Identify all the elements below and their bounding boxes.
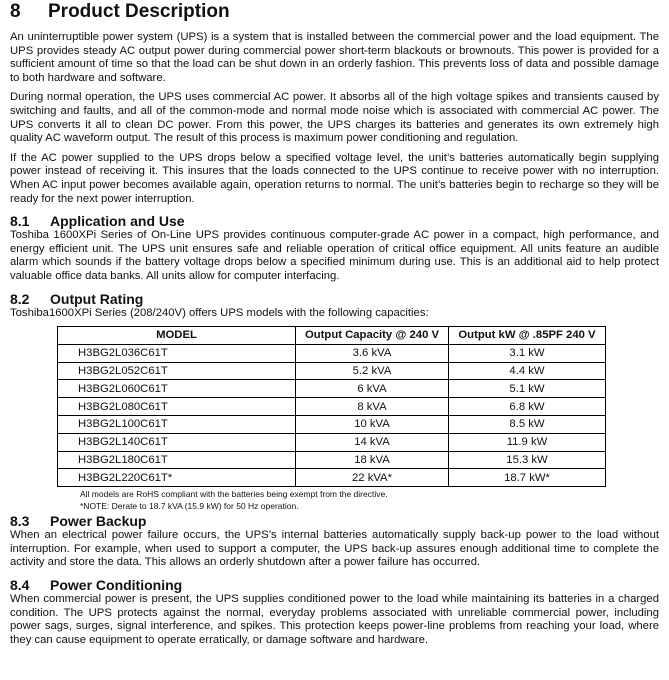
table-row [58, 398, 606, 416]
output-rating-intro: Toshiba1600XPi Series (208/240V) offers UPS models with the following capacities: [10, 306, 429, 319]
capacity-cell: 8 kVA [296, 398, 449, 416]
capacity-cell: 14 kVA [296, 433, 449, 451]
intro-paragraph-1: An uninterruptible power system (UPS) is a system that is installed between the commercial power and the load equipment. The UPS provides steady AC output power during commercial power short-term blackouts or brownouts. This power is provided for a sufficient amount of time so that the load can be shut down in an orderly fashion. This prevents loss of data and possible damage to both hardware and software. [10, 31, 659, 84]
capacity-cell: 5.2 kVA [296, 362, 449, 380]
subsection-title: Application and Use [50, 213, 185, 230]
kw-cell: 6.8 kW [449, 398, 606, 416]
model-cell: H3BG2L052C61T [58, 362, 296, 380]
model-cell: H3BG2L080C61T [58, 398, 296, 416]
output-rating-table [57, 326, 606, 487]
subsection-number: 8.4 [10, 577, 30, 594]
subsection-heading-8-1 [10, 212, 659, 229]
kw-cell: 8.5 kW [449, 416, 606, 434]
document-page [10, 0, 659, 647]
subsection-title: Power Backup [50, 513, 147, 530]
capacity-cell: 22 kVA* [296, 469, 449, 487]
derate-note: *NOTE: Derate to 18.7 kVA (15.9 kW) for 50 Hz operation. [80, 500, 299, 511]
capacity-cell: 10 kVA [296, 416, 449, 434]
table-row [58, 416, 606, 434]
section-heading [10, 0, 659, 31]
kw-cell: 4.4 kW [449, 362, 606, 380]
intro-paragraph-2: During normal operation, the UPS uses commercial AC power. It absorbs all of the high voltage spikes and transients caused by switching and faults, and all of the common-mode and normal mode noise which is associated with commercial AC power. The UPS converts it all to clean DC power. From this power, the UPS charges its batteries and generates its own extremely high quality AC waveform output. The result of this process is maximum power conditioning and regulation. [10, 91, 659, 145]
capacity-cell: 18 kVA [296, 451, 449, 469]
capacity-cell: 6 kVA [296, 380, 449, 398]
subsection-heading-8-3 [10, 512, 659, 529]
subsection-number: 8.2 [10, 290, 30, 307]
model-cell: H3BG2L180C61T [58, 451, 296, 469]
subsection-title: Output Rating [50, 290, 144, 307]
kw-cell: 11.9 kW [449, 433, 606, 451]
section-title: Product Description [48, 1, 230, 22]
subsection-heading-8-4 [10, 576, 659, 593]
table-row [58, 469, 606, 487]
table-row [58, 362, 606, 380]
table-row [58, 344, 606, 362]
table-row [58, 451, 606, 469]
subsection-title: Power Conditioning [50, 577, 183, 594]
application-paragraph: Toshiba 1600XPi Series of On-Line UPS provides continuous computer-grade AC power in a compact, high performance, and energy efficient unit. The UPS unit ensures safe and reliable operation of critical office equipment. All units feature an audible alarm which sounds if the battery voltage drops below a specified minimum during use. This is an additional aid to help protect valuable office data banks. All units allow for computer interfacing. [10, 229, 659, 282]
model-cell: H3BG2L220C61T* [58, 469, 296, 487]
kw-cell: 5.1 kW [449, 380, 606, 398]
rohs-note: All models are RoHS compliant with the batteries being exempt from the directive. [80, 489, 388, 500]
kw-cell: 3.1 kW [449, 344, 606, 362]
kw-cell: 18.7 kW* [449, 469, 606, 487]
kw-cell: 15.3 kW [449, 451, 606, 469]
table-notes [80, 489, 659, 512]
model-cell: H3BG2L036C61T [58, 344, 296, 362]
subsection-number: 8.3 [10, 513, 30, 530]
subsection-number: 8.1 [10, 213, 30, 230]
model-cell: H3BG2L060C61T [58, 380, 296, 398]
header-kw: Output kW @ .85PF 240 V [449, 327, 606, 345]
capacity-cell: 3.6 kVA [296, 344, 449, 362]
header-capacity: Output Capacity @ 240 V [296, 327, 449, 345]
model-cell: H3BG2L140C61T [58, 433, 296, 451]
intro-paragraph-3: If the AC power supplied to the UPS drops below a specified voltage level, the unit’s batteries automatically begin supplying power instead of receiving it. This insures that the loads connected to the UPS continue to receive power with no interruption. When AC input power becomes available again, operation returns to normal. The unit’s batteries begin to recharge so they will be ready for the next power interruption. [10, 151, 659, 205]
header-model: MODEL [58, 327, 296, 345]
power-backup-paragraph: When an electrical power failure occurs, the UPS’s internal batteries automatically supply back-up power to the load without interruption. For example, when used to support a computer, the UPS back-up assures enough additional time to complete the activity and store the data. This allows an orderly shutdown after a power failure has occurred. [10, 529, 659, 569]
table-row [58, 380, 606, 398]
model-cell: H3BG2L100C61T [58, 416, 296, 434]
section-number: 8 [10, 1, 21, 22]
subsection-heading-8-2 [10, 290, 659, 307]
table-row [58, 433, 606, 451]
table-header-row [58, 327, 606, 345]
power-conditioning-paragraph: When commercial power is present, the UPS supplies conditioned power to the load while maintaining its batteries in a charged condition. The UPS protects against the normal, everyday problems associated with unreliable commercial power, including power sags, surges, signal interference, and spikes. This protection keeps power-line problems from reaching your load, where they can cause equipment to operate erratically, or damage software and hardware. [10, 593, 659, 646]
